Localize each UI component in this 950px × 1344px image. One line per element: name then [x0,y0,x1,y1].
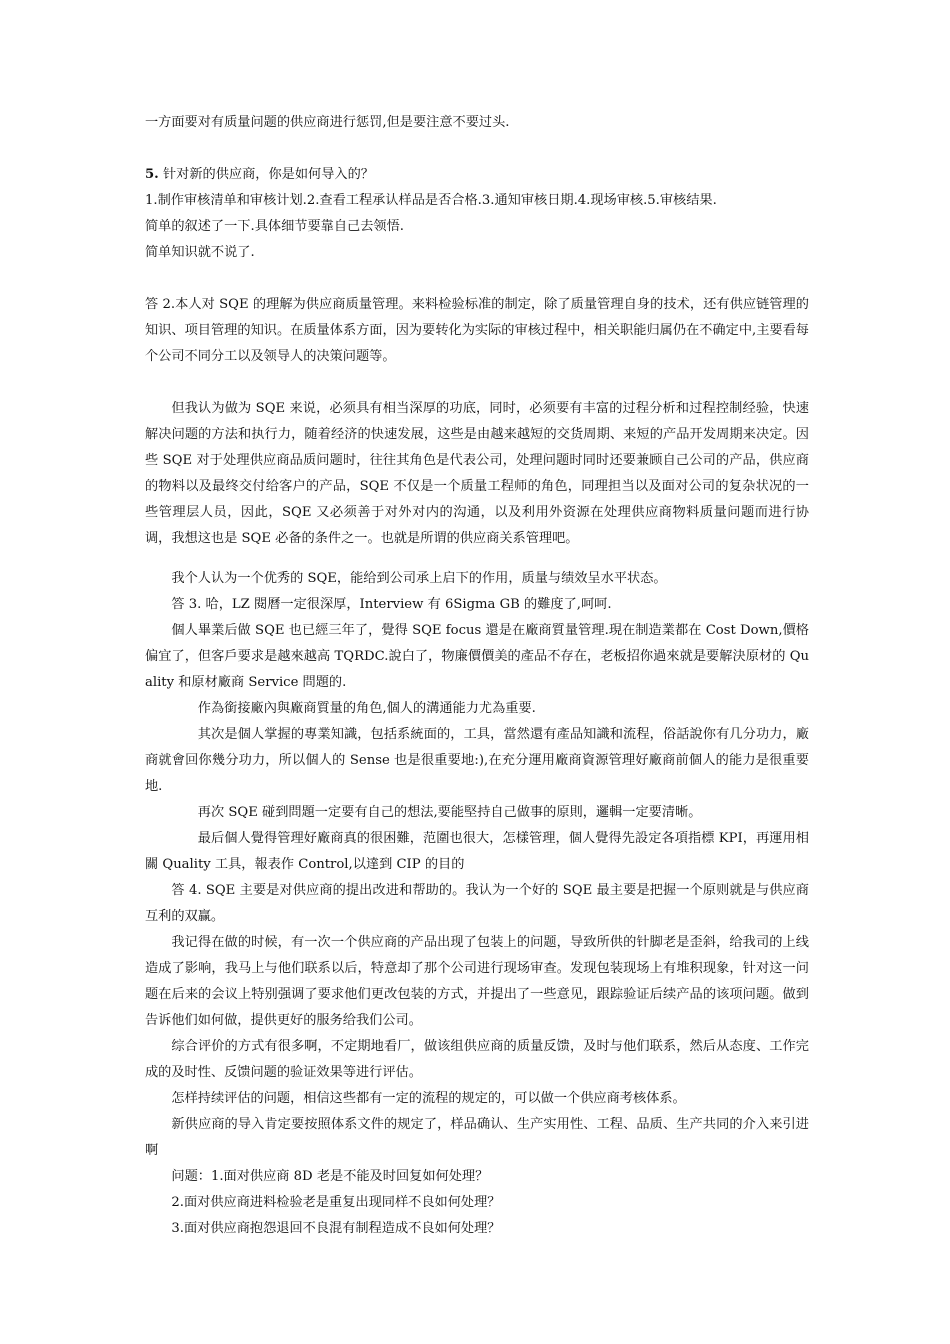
answer-3-kpi: 最后個人覺得管理好廠商真的很困難，范圍也很大，怎樣管理，個人覺得先設定各項指標 KPI，再運用相關 Quality 工具，報表作 Control,以達到 CIP 的目的 [145,831,809,872]
spacer [145,266,809,292]
answer-3-knowledge: 其次是個人掌握的專業知識，包括系統面的，工具，當然還有產品知識和流程，俗話說你有几分功力，廠商就會回你幾分功力，所以個人的 Sense 也是很重要地:),在充分運用廠商資源管理好廠商前個人的能力是很重要地. [145,727,809,794]
question-list-2: 2.面对供应商进料检验老是重复出现同样不良如何处理？ [171,1195,501,1210]
paragraph-audit-steps: 1.制作审核清单和审核计划.2.查看工程承认样品是否合格.3.通知审核日期.4.现场审核.5.审核结果. [145,193,717,208]
question-list-3: 3.面对供应商抱怨退回不良混有制程造成不良如何处理？ [171,1221,501,1236]
answer-3-intro: 答 3. 哈，LZ 閱曆一定很深厚，Interview 有 6Sigma GB 的難度了,呵呵. [171,597,612,612]
answer-4-intro: 答 4. SQE 主要是对供应商的提出改进和帮助的。我认为一个好的 SQE 最主要是把握一个原则就是与供应商互利的双赢。 [145,883,809,924]
question-5-number: 5. [145,167,159,182]
answer-4-evaluation: 综合评价的方式有很多啊，不定期地看厂，做该组供应商的质量反馈，及时与他们联系，然后从态度、工作完成的及时性、反馈问题的验证效果等进行评估。 [145,1039,809,1080]
spacer [145,552,809,566]
question-list-1: 问题：1.面对供应商 8D 老是不能及时回复如何处理？ [171,1169,489,1184]
answer-3-principles: 再次 SQE 碰到問題一定要有自己的想法,要能堅持自己做事的原則，邏輯一定要清晰。 [197,805,702,820]
spacer [145,370,809,396]
answer-4-story: 我记得在做的时候，有一次一个供应商的产品出现了包装上的问题，导致所供的针脚老是歪斜，给我司的上线造成了影响，我马上与他们联系以后，特意却了那个公司进行现场审查。发现包装现场上有堆积现象，针对这一问题在后来的会议上特别强调了要求他们更改包装的方式，并提出了一些意见，跟踪验证后续产品的该项问题。做到告诉他们如何做，提供更好的服务给我们公司。 [145,935,809,1028]
spacer [145,136,809,162]
answer-3-communication: 作為銜接廠內與廠商質量的角色,個人的溝通能力尤為重要. [197,701,536,716]
answer-3-body: 個人畢業后做 SQE 也已經三年了，覺得 SQE focus 還是在廠商質量管理.現在制造業都在 Cost Down,價格偏宜了，但客戶要求是越來越高 TQRDC.說白了，物廉價價美的產品不存在，老板招你過來就是要解決原材的 Quality 和原材廠商 Service 問題的. [145,623,809,690]
question-5-heading [145,162,809,188]
answer-2-body: 但我认为做为 SQE 来说，必须具有相当深厚的功底，同时，必须要有丰富的过程分析和过程控制经验，快速解决问题的方法和执行力，随着经济的快速发展，这些是由越来越短的交货周期、来短的产品开发周期来决定。因些 SQE 对于处理供应商品质问题时，往往其角色是代表公司，处理问题时同时还要兼顾自己公司的产品，供应商的物料以及最终交付给客户的产品，SQE 不仅是一个质量工程师的角色，同理担当以及面对公司的复杂状况的一些管理层人员，因此，SQE 又必须善于对外对内的沟通，以及利用外资源在处理供应商物料质量问题而进行协调，我想这也是 SQE 必备的条件之一。也就是所谓的供应商关系管理吧。 [145,401,809,546]
paragraph-brief: 简单的叙述了一下.具体细节要靠自己去领悟. [145,219,404,234]
answer-4-continuous: 怎样持续评估的问题，相信这些都有一定的流程的规定的，可以做一个供应商考核体系。 [171,1091,686,1106]
answer-2-conclusion: 我个人认为一个优秀的 SQE，能给到公司承上启下的作用，质量与绩效呈水平状态。 [171,571,667,586]
question-5-text: 针对新的供应商，你是如何导入的？ [158,167,374,182]
document-body [145,110,809,1242]
answer-2-intro: 答 2.本人对 SQE 的理解为供应商质量管理。来料检验标准的制定，除了质量管理自身的技术，还有供应链管理的知识、项目管理的知识。在质量体系方面，因为要转化为实际的审核过程中，相关职能归属仍在不确定中,主要看每个公司不同分工以及领导人的决策问题等。 [145,297,809,364]
paragraph-penalty: 一方面要对有质量问题的供应商进行惩罚,但是要注意不要过头. [145,115,510,130]
paragraph-simple: 简单知识就不说了. [145,245,255,260]
answer-4-new-supplier: 新供应商的导入肯定要按照体系文件的规定了，样品确认、生产实用性、工程、品质、生产共同的介入来引进啊 [145,1117,809,1158]
